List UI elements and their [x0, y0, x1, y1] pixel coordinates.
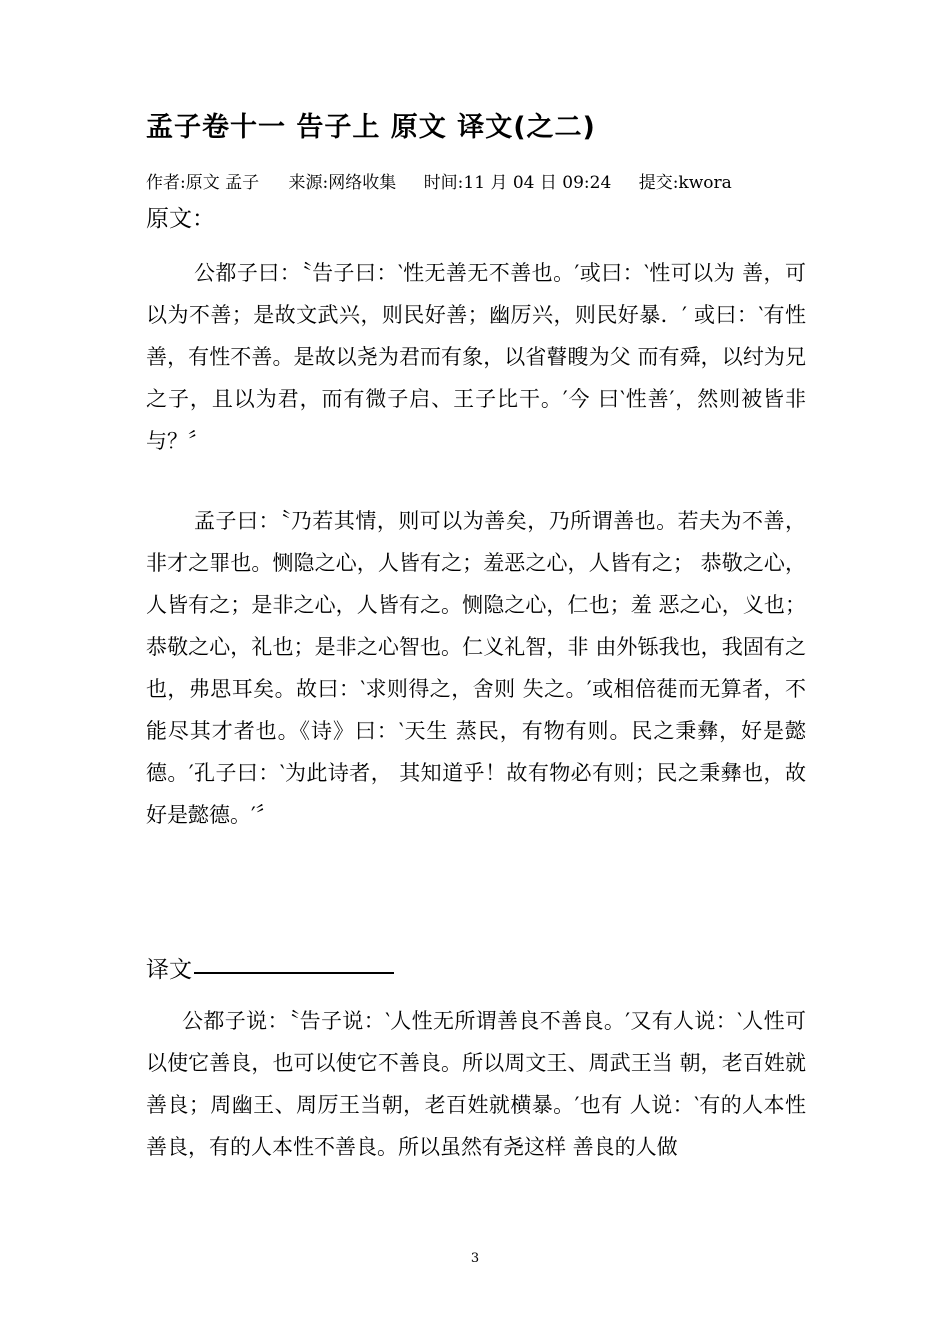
meta-author: 作者:原文 孟子	[146, 173, 260, 193]
meta-time: 时间:11 月 04 日 09:24	[423, 173, 612, 193]
translation-paragraph-1: 公都子说：〝告子说：‵人性无所谓善良不善良。′又有人说：‵人性可以使它善良，也可以使它不善良。所以周文王、周武王当 朝，老百姓就善良；周幽王、周厉王当朝，老百姓就横暴。′也有 人说：‵有的人本性善良，有的人本性不善良。所以虽然有尧这样 善良的人做	[146, 1009, 806, 1159]
original-paragraph-1: 公都子曰：〝告子曰：‵性无善无不善也。′或曰：‵性可以为 善，可以为不善；是故文武兴，则民好善；幽厉兴，则民好暴．′ 或曰：‵有性善，有性不善。是故以尧为君而有象，以省瞽瞍为父 而有舜，以纣为兄之子，且以为君，而有微子启、王子比干。′今 曰‵性善′，然则被皆非与？〞	[146, 261, 806, 453]
heading-underline-rule	[194, 972, 394, 974]
translation-heading-block	[146, 953, 394, 987]
article-meta	[146, 170, 846, 196]
meta-source: 来源:网络收集	[288, 173, 397, 193]
original-paragraph-2: 孟子曰：〝乃若其情，则可以为善矣，乃所谓善也。若夫为不善，非才之罪也。恻隐之心，人皆有之；羞恶之心，人皆有之； 恭敬之心，人皆有之；是非之心，人皆有之。恻隐之心，仁也；羞 恶之心，义也；恭敬之心，礼也；是非之心智也。仁义礼智，非 由外铄我也，我固有之也，弗思耳矣。故曰：‵求则得之，舍则 失之。′或相倍蓰而无算者，不能尽其才者也。《诗》曰：‵天生 蒸民，有物有则。民之秉彝，好是懿德。′孔子曰：‵为此诗者， 其知道乎！故有物必有则；民之秉彝也，故好是懿德。′〞	[146, 509, 806, 827]
translation-heading: 译文	[146, 957, 192, 983]
page-number: 3	[470, 1251, 480, 1266]
original-heading: 原文：	[146, 206, 215, 232]
meta-submitter: 提交:kwora	[638, 173, 732, 193]
document-title: 孟子卷十一 告子上 原文 译文(之二)	[146, 112, 596, 143]
